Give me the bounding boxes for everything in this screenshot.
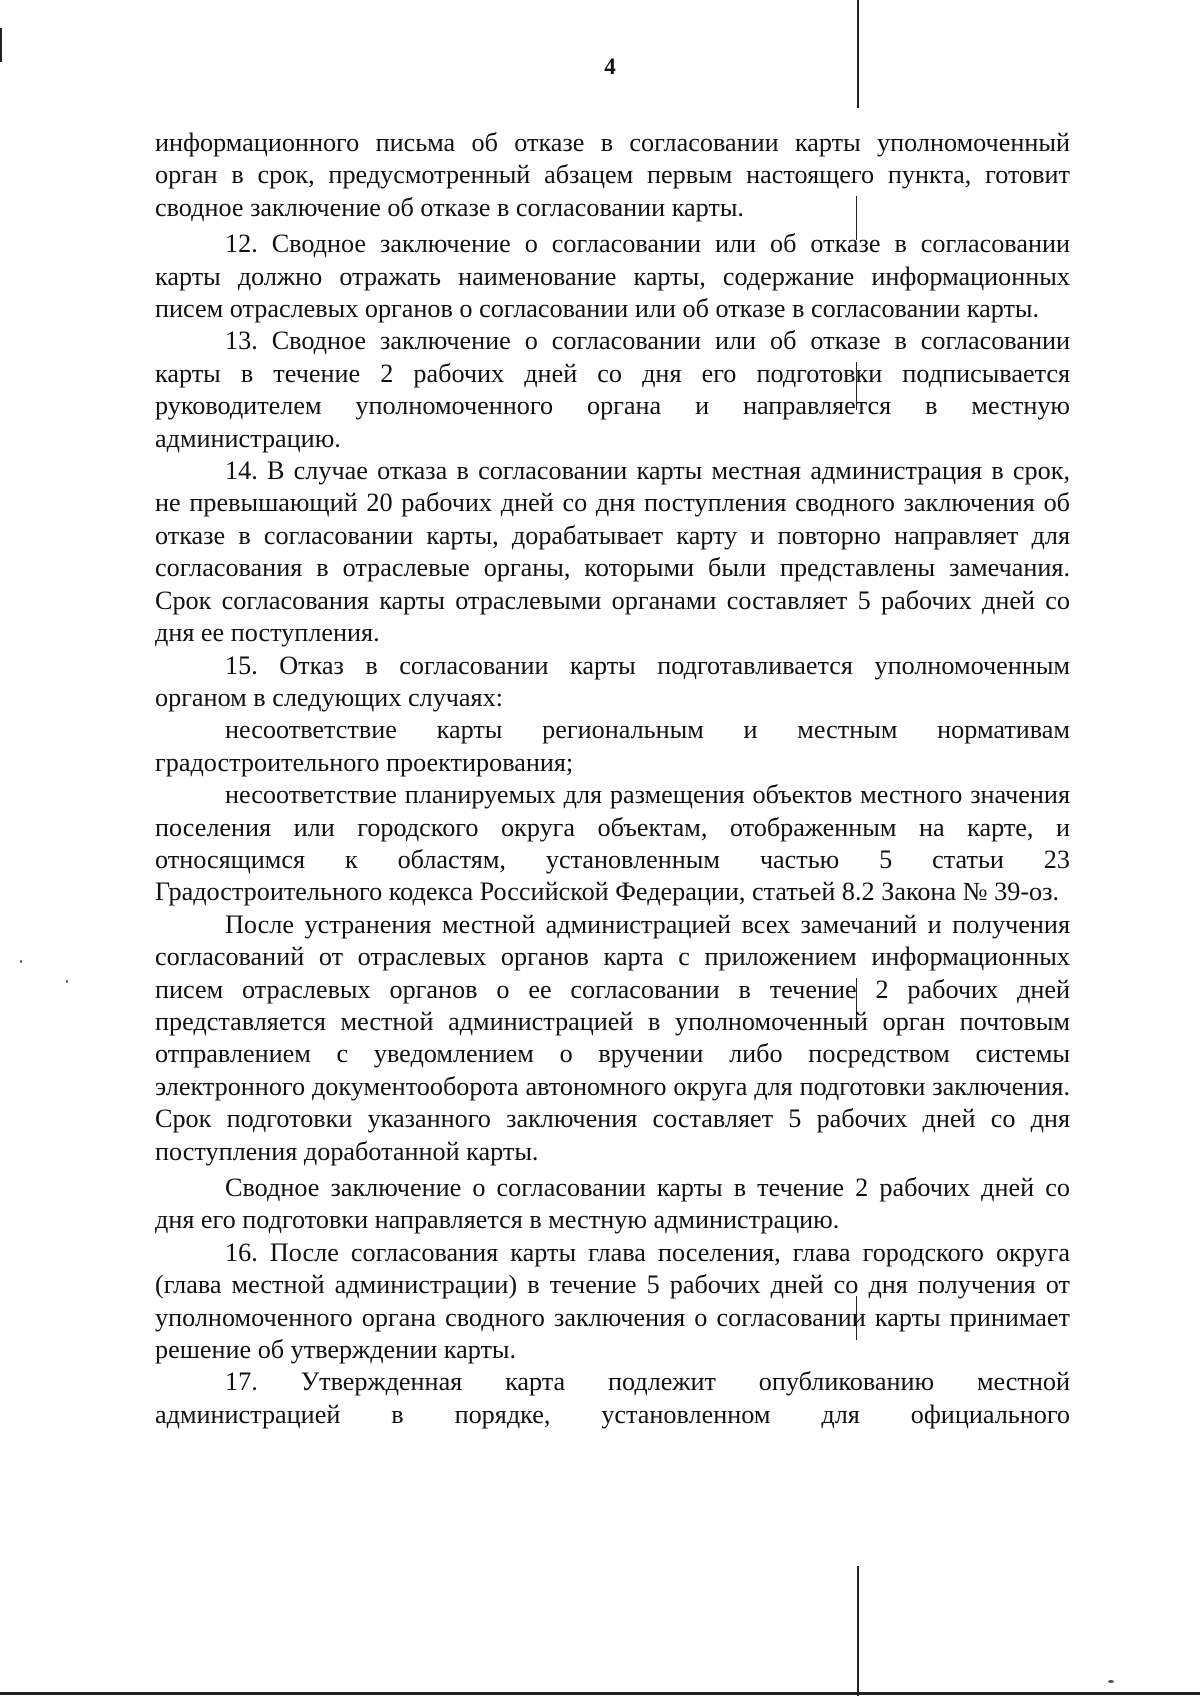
paragraph-case-1: несоответствие карты региональным и местным нормативам градостроительного проектирования; — [155, 715, 1070, 777]
scan-artifact-bottom-edge — [0, 1692, 1200, 1695]
paragraph-after-fix: После устранения местной администрацией всех замечаний и получения согласований от отраслевых органов карта с приложением информационных писем отраслевых органов о ее согласовании в течение 2 рабочих дней представляется местной администрацией в уполномоченный орган почтовым отправлением с уведомлением о вручении либо посредством системы электронного документооборота автономного округа для подготовки заключения. Срок подготовки указанного заключения составляет 5 рабочих дней со дня поступления доработанной карты. — [155, 909, 1070, 1166]
paragraph-item-14: 14. В случае отказа в согласовании карты местная администрация в срок, не превышающий 20 рабочих дней со дня поступления сводного заключения об отказе в согласовании карты, дорабатывает карту и повторно направляет для согласования в отраслевые органы, которыми были представлены замечания. Срок согласования карты отраслевыми органами составляет 5 рабочих дней со дня ее поступления. — [155, 456, 1070, 648]
paragraph-case-2: несоответствие планируемых для размещения объектов местного значения поселения или городского округа объектам, отображенным на карте, и относящимся к областям, установленным частью 5 статьи 23 Градостроительного кодекса Российской Федерации, статьей 8.2 Закона № 39-оз. — [155, 780, 1070, 907]
paragraph-item-16: 16. После согласования карты глава поселения, глава городского округа (глава местной администрации) в течение 5 рабочих дней со дня получения от уполномоченного органа сводного заключения о согласовании карты принимает решение об утверждении карты. — [155, 1237, 1070, 1365]
scan-artifact-dot-2 — [66, 980, 68, 983]
paragraph-summary-conclusion: Сводное заключение о согласовании карты в течение 2 рабочих дней со дня его подготовки направляется в местную администрацию. — [155, 1173, 1070, 1235]
document-body — [155, 127, 1070, 1431]
scan-artifact-bottom-line — [857, 1566, 859, 1696]
scan-artifact-dot-3 — [1108, 1680, 1114, 1683]
paragraph-item-17: 17. Утвержденная карта подлежит опубликованию местной администрацией в порядке, установленном для официального — [155, 1367, 1070, 1429]
paragraph-item-12: 12. Сводное заключение о согласовании или об отказе в согласовании карты должно отражать наименование карты, содержание информационных писем отраслевых органов о согласовании или об отказе в согласовании карты. — [155, 229, 1070, 324]
paragraph-item-13: 13. Сводное заключение о согласовании или об отказе в согласовании карты в течение 2 рабочих дней со дня его подготовки подписывается руководителем уполномоченного органа и направляется в местную администрацию. — [155, 326, 1070, 453]
page-number: 4 — [604, 54, 616, 79]
scan-artifact-dot-1 — [20, 960, 22, 963]
paragraph-continuation: информационного письма об отказе в согласовании карты уполномоченный орган в срок, предусмотренный абзацем первым настоящего пункта, готовит сводное заключение об отказе в согласовании карты. — [155, 128, 1070, 222]
paragraph-item-15: 15. Отказ в согласовании карты подготавливается уполномоченным органом в следующих случаях: — [155, 650, 1070, 712]
